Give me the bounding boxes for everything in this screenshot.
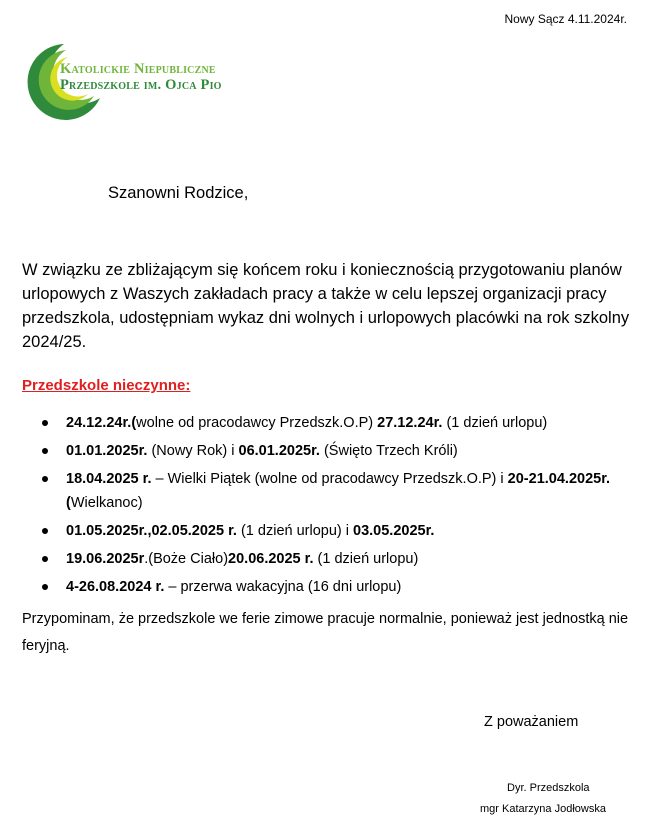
description-text: wolne od pracodawcy Przedszk.O.P) bbox=[136, 415, 378, 431]
date-text: 27.12.24r. bbox=[377, 415, 443, 431]
date-text: 20-21.04.2025r.( bbox=[66, 471, 611, 511]
description-text: (1 dzień urlopu) bbox=[313, 551, 419, 567]
date-text: 24.12.24r.( bbox=[66, 415, 137, 431]
date-text: 4-26.08.2024 r. bbox=[66, 579, 165, 595]
date-text: 01.05.2025r.,02.05.2025 r. bbox=[66, 523, 237, 539]
date-text: 03.05.2025r. bbox=[353, 523, 435, 539]
date-text: 20.06.2025 r. bbox=[228, 551, 314, 567]
description-text: (1 dzień urlopu) bbox=[442, 415, 548, 431]
closed-days-list bbox=[40, 411, 662, 603]
description-text: Wielkanoc) bbox=[70, 495, 143, 511]
bullet-icon bbox=[42, 584, 48, 590]
bullet-icon bbox=[42, 556, 48, 562]
logo-text bbox=[60, 61, 222, 93]
logo-line-2: Przedszkole im. Ojca Pio bbox=[60, 77, 222, 93]
date-text: 06.01.2025r. bbox=[238, 443, 320, 459]
closed-days-heading: Przedszkole nieczynne: bbox=[22, 377, 191, 394]
letter-date: Nowy Sącz 4.11.2024r. bbox=[504, 12, 627, 26]
list-item bbox=[40, 575, 662, 599]
date-text: 01.01.2025r. bbox=[66, 443, 148, 459]
description-text: (Nowy Rok) i bbox=[147, 443, 239, 459]
bullet-icon bbox=[42, 476, 48, 482]
list-item bbox=[40, 411, 662, 435]
bullet-icon bbox=[42, 448, 48, 454]
bullet-icon bbox=[42, 528, 48, 534]
description-text: .(Boże Ciało) bbox=[144, 551, 229, 567]
school-logo bbox=[24, 40, 274, 122]
greeting: Szanowni Rodzice, bbox=[108, 184, 249, 202]
description-text: (Święto Trzech Króli) bbox=[319, 443, 458, 459]
list-item bbox=[40, 467, 662, 515]
description-text: (1 dzień urlopu) i bbox=[236, 523, 354, 539]
list-item bbox=[40, 439, 662, 463]
date-text: 18.04.2025 r. bbox=[66, 471, 152, 487]
list-item bbox=[40, 547, 662, 571]
intro-paragraph: W związku ze zbliżającym się końcem roku i koniecznością przygotowaniu planów urlopowych z Waszych zakładach pracy a także w celu lepszej organizacji pracy przedszkola, udostępniam wykaz dni wolnych i urlopowych placówki na rok szkolny 2024/25. bbox=[22, 261, 630, 351]
signature-name: mgr Katarzyna Jodłowska bbox=[480, 803, 606, 815]
bullet-icon bbox=[42, 420, 48, 426]
closing-regards: Z poważaniem bbox=[484, 714, 579, 730]
signature-position: Dyr. Przedszkola bbox=[507, 782, 590, 794]
date-text: 19.06.2025r bbox=[66, 551, 145, 567]
reminder-paragraph: Przypominam, że przedszkole we ferie zimowe pracuje normalnie, ponieważ jest jednostką nie feryjną. bbox=[22, 611, 629, 654]
logo-line-1: Katolickie Niepubliczne bbox=[60, 61, 216, 77]
description-text: – Wielki Piątek (wolne od pracodawcy Przedszk.O.P) i bbox=[151, 471, 508, 487]
description-text: – przerwa wakacyjna (16 dni urlopu) bbox=[164, 579, 402, 595]
list-item bbox=[40, 519, 662, 543]
